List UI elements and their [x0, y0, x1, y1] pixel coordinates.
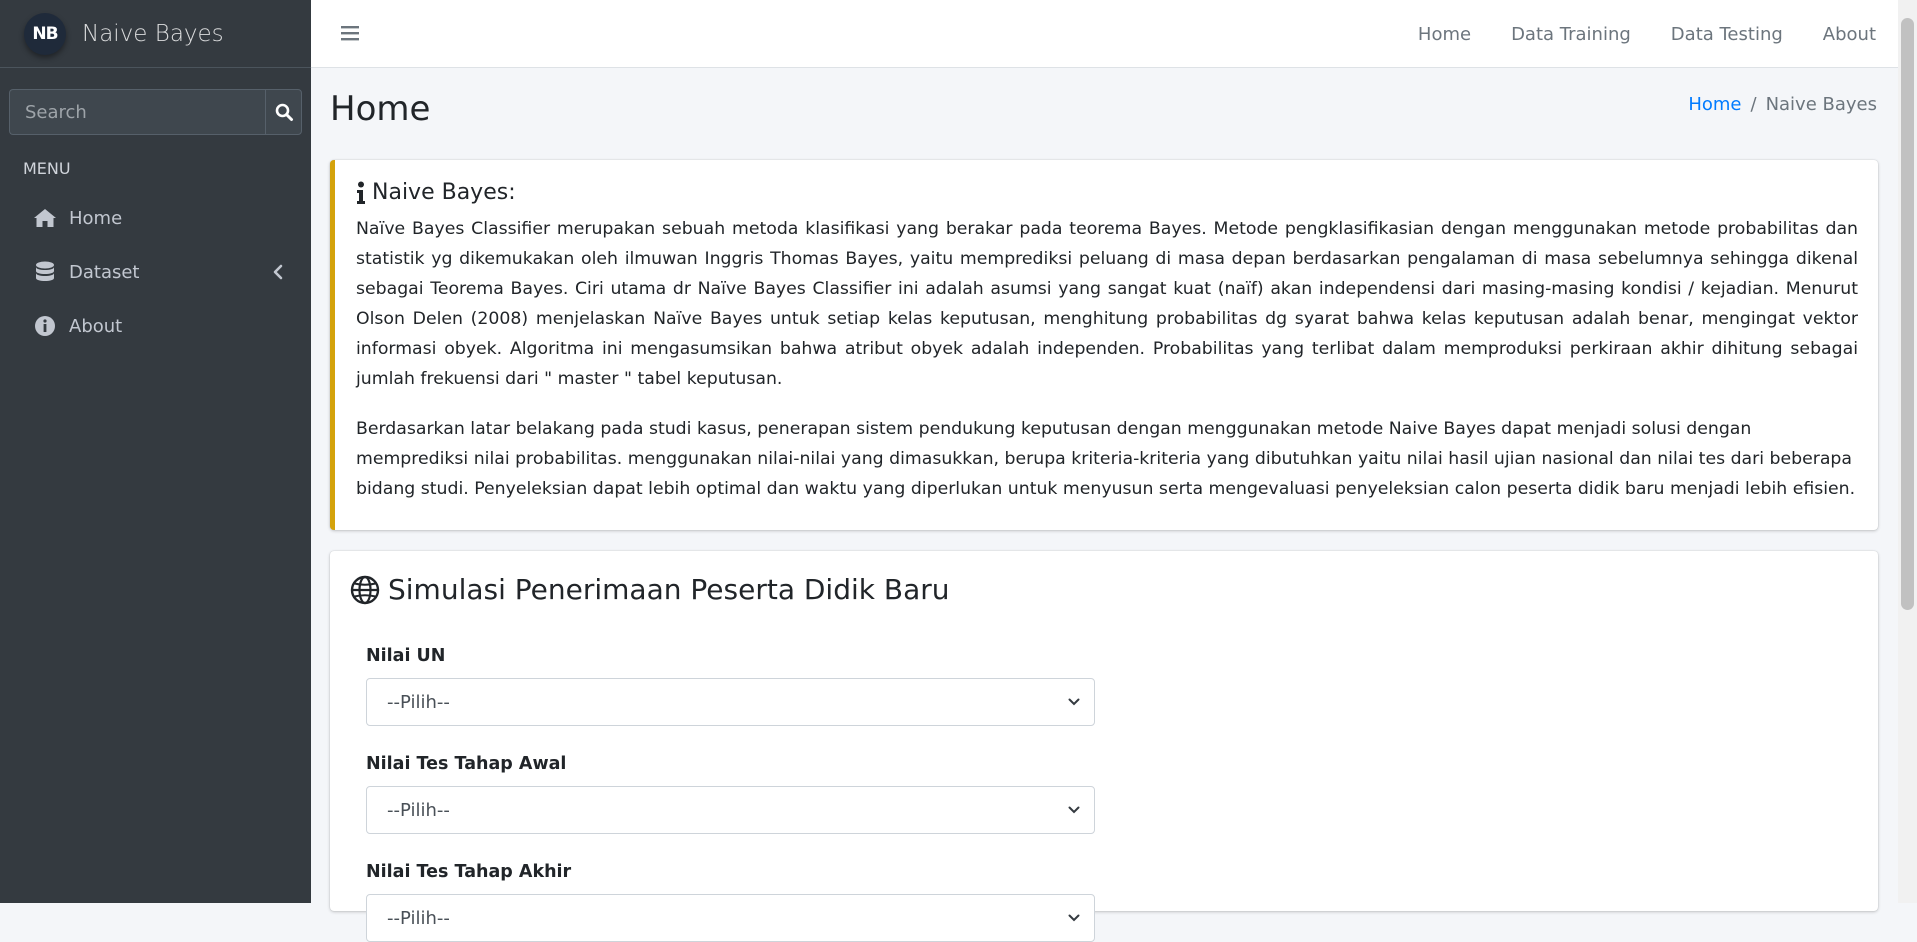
- tes-awal-value: --Pilih--: [387, 799, 450, 821]
- sidebar-item-label: Home: [69, 207, 123, 229]
- chevron-left-icon: [273, 264, 283, 280]
- tes-akhir-value: --Pilih--: [387, 907, 450, 929]
- main-content: [311, 68, 1898, 929]
- breadcrumb-separator: /: [1750, 94, 1757, 115]
- top-nav-links: [1378, 0, 1876, 68]
- database-icon: [33, 261, 57, 283]
- nilai-un-value: --Pilih--: [387, 691, 450, 713]
- topnav-home-link[interactable]: Home: [1417, 23, 1472, 45]
- info-circle-icon: [33, 315, 57, 337]
- callout-title-text: Naive Bayes:: [372, 180, 516, 205]
- topnav-data-testing-link[interactable]: Data Testing: [1670, 23, 1783, 45]
- top-navbar: [311, 0, 1898, 68]
- tes-akhir-select[interactable]: [366, 894, 1095, 942]
- search-icon: [275, 103, 293, 121]
- scrollbar-thumb[interactable]: [1901, 18, 1914, 610]
- sidebar-item-label: Dataset: [69, 261, 140, 283]
- brand-logo: NB: [24, 13, 66, 55]
- brand-name: Naive Bayes: [82, 20, 224, 47]
- callout-paragraph-2: Berdasarkan latar belakang pada studi kasus, penerapan sistem pendukung keputusan dengan menggunakan metode Naive Bayes dapat menjadi solusi dengan memprediksi nilai probabilitas. menggunakan nilai-nilai yang dimasukkan, berupa kriteria-kriteria yang dibutuhkan yaitu nilai hasil ujian nasional dan nilai tes dari beberapa bidang studi. Penyeleksian dapat lebih optimal dan waktu yang diperlukan untuk menyusun serta mengevaluasi penyeleksian calon peserta didik baru menjadi lebih efisien.: [356, 419, 1856, 499]
- form-group-tes-awal: [366, 754, 1095, 834]
- chevron-down-icon: [1068, 806, 1080, 814]
- page-title: Home: [330, 89, 431, 129]
- tes-akhir-label: Nilai Tes Tahap Akhir: [366, 862, 572, 882]
- globe-icon: [350, 575, 380, 605]
- topnav-data-training-link[interactable]: Data Training: [1511, 23, 1631, 45]
- sidebar-item-label: About: [69, 315, 123, 337]
- simulation-title-text: Simulasi Penerimaan Peserta Didik Baru: [388, 573, 950, 606]
- chevron-down-icon: [1068, 698, 1080, 706]
- nilai-un-select[interactable]: [366, 678, 1095, 726]
- simulation-title: [350, 573, 950, 606]
- search-input[interactable]: [9, 89, 265, 135]
- breadcrumb-home-link[interactable]: Home: [1688, 94, 1742, 115]
- sidebar-item-home[interactable]: [0, 191, 311, 245]
- info-callout: [330, 160, 1878, 530]
- breadcrumb: [1688, 94, 1877, 115]
- page-scrollbar[interactable]: [1898, 0, 1917, 903]
- chevron-down-icon: [1068, 914, 1080, 922]
- info-icon: [356, 181, 366, 205]
- sidebar-search: [9, 89, 302, 135]
- callout-title: [356, 180, 1858, 205]
- menu-header: MENU: [23, 159, 71, 178]
- home-icon: [33, 207, 57, 229]
- breadcrumb-current: Naive Bayes: [1765, 94, 1877, 115]
- nilai-un-label: Nilai UN: [366, 646, 446, 666]
- sidebar-item-dataset[interactable]: [0, 245, 311, 299]
- search-button[interactable]: [265, 89, 302, 135]
- brand-link[interactable]: [0, 0, 311, 68]
- tes-awal-label: Nilai Tes Tahap Awal: [366, 754, 567, 774]
- form-group-nilai-un: [366, 646, 1095, 726]
- menu-toggle-icon[interactable]: [341, 24, 359, 42]
- tes-awal-select[interactable]: [366, 786, 1095, 834]
- simulation-card: [330, 551, 1878, 929]
- sidebar-item-about[interactable]: [0, 299, 311, 353]
- callout-paragraph-1: Naïve Bayes Classifier merupakan sebuah metoda klasifikasi yang berakar pada teorema Bayes. Metode pengklasifikasian dengan menggunakan metode probabilitas dan statistik yg dikemukakan oleh ilmuwan Inggris Thomas Bayes, yaitu memprediksi peluang di masa depan berdasarkan pengalaman di masa sebelumnya sehingga dikenal sebagai Teorema Bayes. Ciri utama dr Naïve Bayes Classifier ini adalah asumsi yang sangat kuat (naïf) akan independensi dari masing-masing kondisi / kejadian. Menurut Olson Delen (2008) menjelaskan Naïve Bayes untuk setiap kelas keputusan, menghitung probabilitas dg syarat bahwa kelas keputusan adalah benar, mengingat vektor informasi obyek. Algoritma ini mengasumsikan bahwa atribut obyek adalah independen. Probabilitas yang terlibat dalam memproduksi perkiraan akhir dihitung sebagai jumlah frekuensi dari " master " tabel keputusan.: [356, 219, 1858, 389]
- form-group-tes-akhir: [366, 862, 1095, 942]
- sidebar: [0, 0, 311, 903]
- topnav-about-link[interactable]: About: [1822, 23, 1876, 45]
